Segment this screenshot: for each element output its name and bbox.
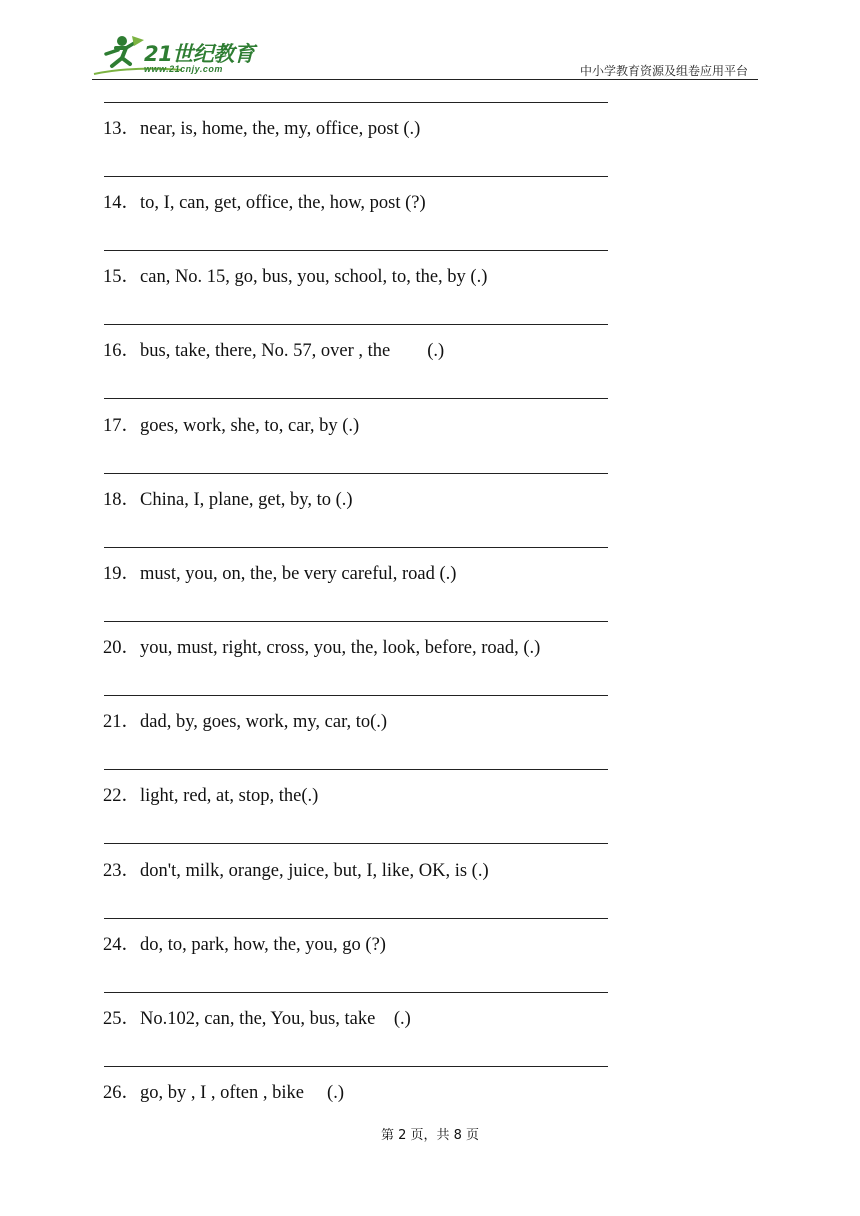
question-text: can, No. 15, go, bus, you, school, to, the, by (.) <box>140 267 488 288</box>
question-item <box>103 266 487 288</box>
answer-line[interactable] <box>104 918 608 919</box>
answer-line[interactable] <box>104 324 608 325</box>
question-number: 22． <box>103 786 141 807</box>
question-text: do, to, park, how, the, you, go (?) <box>140 934 386 955</box>
question-item <box>103 637 540 659</box>
question-text: you, must, right, cross, you, the, look, before, road, (.) <box>140 638 541 659</box>
answer-line[interactable] <box>104 992 608 993</box>
question-number: 15． <box>103 267 141 288</box>
question-text: don't, milk, orange, juice, but, I, like, OK, is (.) <box>140 860 489 881</box>
question-number: 24． <box>103 934 141 955</box>
question-item <box>103 192 426 214</box>
answer-line[interactable] <box>104 473 608 474</box>
question-item <box>103 711 387 733</box>
answer-line[interactable] <box>104 176 608 177</box>
question-number: 17． <box>103 415 141 436</box>
question-item <box>103 1082 344 1104</box>
answer-line[interactable] <box>104 250 608 251</box>
question-text: near, is, home, the, my, office, post (.) <box>140 119 421 139</box>
question-text: dad, by, goes, work, my, car, to(.) <box>140 712 388 733</box>
logo <box>92 30 272 80</box>
question-text: must, you, on, the, be very careful, road (.) <box>140 563 457 584</box>
question-number: 21． <box>103 712 141 733</box>
question-number: 18． <box>103 489 141 510</box>
question-number: 23． <box>103 860 141 881</box>
question-text: to, I, can, get, office, the, how, post (?) <box>140 193 426 214</box>
answer-line[interactable] <box>104 843 608 844</box>
page-header <box>92 30 758 82</box>
question-text: No.102, can, the, You, bus, take (.) <box>140 1008 411 1029</box>
question-number: 16． <box>103 341 141 362</box>
question-item <box>103 1008 411 1030</box>
question-text: China, I, plane, get, by, to (.) <box>140 489 353 510</box>
question-text: light, red, at, stop, the(.) <box>140 786 319 807</box>
question-item <box>103 118 420 140</box>
question-number: 26． <box>103 1082 141 1103</box>
answer-line[interactable] <box>104 102 608 103</box>
question-text: go, by , I , often , bike (.) <box>140 1082 344 1103</box>
answer-line[interactable] <box>104 547 608 548</box>
answer-line[interactable] <box>104 769 608 770</box>
answer-line[interactable] <box>104 398 608 399</box>
question-item <box>103 785 318 807</box>
question-item <box>103 563 456 585</box>
answer-line[interactable] <box>104 621 608 622</box>
header-rule <box>92 79 758 80</box>
question-item <box>103 489 353 511</box>
question-text: goes, work, she, to, car, by (.) <box>140 415 360 436</box>
question-number: 25． <box>103 1008 141 1029</box>
page-footer: 第 2 页，共 8 页 <box>380 1128 480 1143</box>
question-number: 14． <box>103 193 141 214</box>
logo-text: 21世纪教育 <box>144 42 255 66</box>
question-text: bus, take, there, No. 57, over , the (.) <box>140 341 445 362</box>
question-number: 13． <box>103 119 141 139</box>
question-item <box>103 340 444 362</box>
question-item <box>103 860 489 882</box>
answer-line[interactable] <box>104 695 608 696</box>
logo-url: www.21cnjy.com <box>144 64 223 74</box>
platform-title: 中小学教育资源及组卷应用平台 <box>579 64 748 78</box>
question-number: 20． <box>103 638 141 659</box>
question-item <box>103 415 359 437</box>
question-number: 19． <box>103 563 141 584</box>
question-item <box>103 934 386 956</box>
answer-line[interactable] <box>104 1066 608 1067</box>
